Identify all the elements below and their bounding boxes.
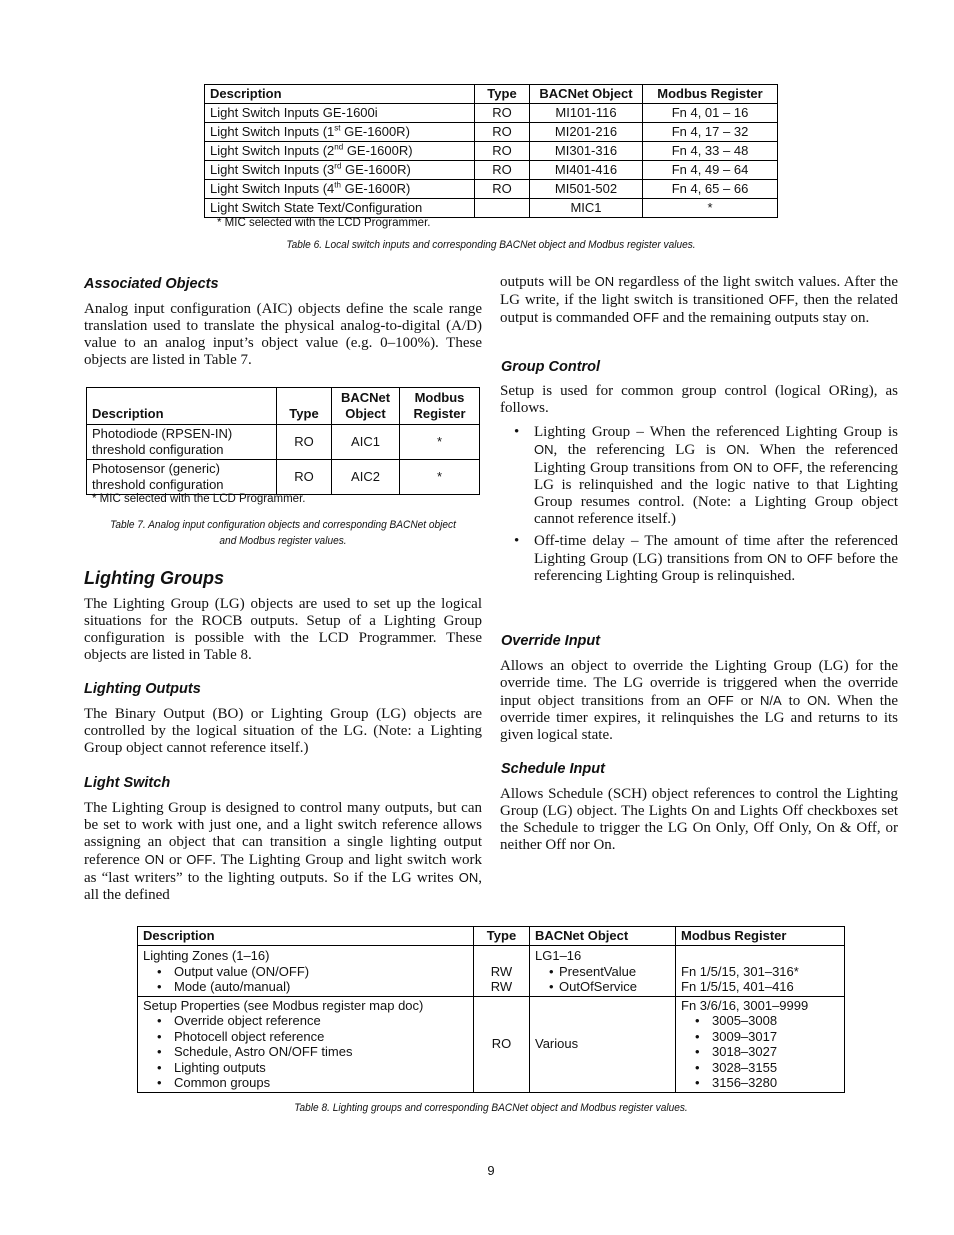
cell-modbus-register — [676, 996, 845, 1092]
cell-description: Light Switch Inputs GE-1600i — [205, 104, 475, 123]
type-value: RW — [490, 979, 513, 994]
schedule-input-paragraph: Allows Schedule (SCH) object references to control the Lighting Group (LG) object. The Lights On and Lights Off checkboxes set the Schedule to trigger the LG On Only, Off Only, On & Off, or neither Off nor On. — [500, 786, 898, 853]
list-item: • PresentValue — [535, 964, 670, 980]
col-header-description: Description — [205, 85, 475, 104]
table-row — [205, 123, 778, 142]
cell-type: RO — [474, 996, 530, 1092]
ordinal-suffix: rd — [334, 161, 342, 171]
list-item: • Schedule, Astro ON/OFF times — [143, 1044, 468, 1060]
cell-description — [205, 142, 475, 161]
list-item: • 3156–3280 — [681, 1075, 839, 1091]
list-item: • 3009–3017 — [681, 1029, 839, 1045]
col-header-bacnet-object: BACNet Object — [530, 927, 676, 946]
table-6 — [204, 84, 778, 218]
desc-text: GE-1600R) — [340, 124, 410, 139]
col-header-modbus-register: Modbus Register — [643, 85, 778, 104]
body-text: regardless of the light switch values. After the LG write, if the light switch is transitioned — [500, 274, 899, 308]
keyword-off: OFF — [772, 460, 799, 475]
body-text: to — [788, 693, 801, 709]
desc-text: Light Switch Inputs (3 — [210, 162, 335, 177]
table-header-row — [205, 85, 778, 104]
list-item: • OutOfService — [535, 979, 670, 995]
body-text: . When the referenced Lighting Group transitions from — [534, 442, 898, 476]
cell-description — [138, 946, 474, 997]
lighting-groups-paragraph: The Lighting Group (LG) objects are used to set up the logical situations for the ROCB outputs. Setup of a Lighting Group configuration is possible with the LCD Programmer. These objects are listed in Table 8. — [84, 596, 482, 663]
keyword-on: ON — [733, 460, 753, 475]
light-switch-heading: Light Switch — [84, 775, 171, 791]
cell-type — [475, 199, 530, 218]
list-item — [500, 533, 898, 585]
table-8-caption: Table 8. Lighting groups and corresponding BACNet object and Modbus register values. — [294, 1102, 688, 1114]
keyword-on: ON — [458, 870, 479, 885]
keyword-on: ON — [534, 442, 554, 457]
cell-bacnet-object: MI401-416 — [530, 161, 643, 180]
table-row — [87, 460, 480, 495]
cell-bacnet-object: MI201-216 — [530, 123, 643, 142]
body-text: Allows an object to override the Lighting Group (LG) for the override time. The LG override is triggered when the override input object transitions from an — [500, 658, 898, 709]
body-text: . The Lighting Group and light switch work as “last writers” to the lighting outputs. So if the LG writes — [84, 852, 482, 886]
col-header-bacnet-object: BACNet Object — [332, 388, 400, 425]
cell-bacnet-object: MI301-316 — [530, 142, 643, 161]
table-7 — [86, 387, 480, 495]
lighting-groups-heading: Lighting Groups — [84, 568, 224, 588]
body-text: , the referencing LG is — [553, 442, 716, 458]
ordinal-suffix: st — [334, 123, 341, 133]
body-text: , all the defined — [84, 870, 482, 903]
register-title: Fn 3/6/16, 3001–9999 — [681, 997, 809, 1013]
cell-description: Photodiode (RPSEN-IN) threshold configuration — [87, 425, 277, 460]
col-header-type: Type — [474, 927, 530, 946]
cell-description: Photosensor (generic) threshold configuration — [87, 460, 277, 495]
keyword-off: OFF — [707, 693, 734, 708]
list-item: • Lighting outputs — [143, 1060, 468, 1076]
table-7-caption: Table 7. Analog input configuration objects and corresponding BACNet object and Modbus register values. — [110, 519, 456, 547]
table-row — [87, 425, 480, 460]
sub-list — [681, 1013, 839, 1091]
cell-modbus-register: Fn 4, 17 – 32 — [643, 123, 778, 142]
lighting-outputs-heading: Lighting Outputs — [84, 681, 201, 697]
cell-modbus-register: Fn 4, 49 – 64 — [643, 161, 778, 180]
body-text: , then the related output is commanded — [500, 292, 898, 326]
group-control-paragraph: Setup is used for common group control (logical ORing), as follows. — [500, 383, 898, 416]
lighting-outputs-paragraph: The Binary Output (BO) or Lighting Group (LG) objects are controlled by the logical situation of the LG. (Note: a Lighting Group object cannot reference itself.) — [84, 706, 482, 756]
table-header-row — [138, 927, 845, 946]
list-item: • Common groups — [143, 1075, 468, 1091]
keyword-off: OFF — [186, 852, 213, 867]
cell-bacnet-object: Various — [530, 996, 676, 1092]
type-value: RW — [490, 963, 513, 979]
keyword-off: OFF — [768, 292, 795, 307]
override-input-paragraph — [500, 658, 898, 744]
body-text: to — [756, 460, 769, 476]
table-row — [205, 142, 778, 161]
keyword-on: ON — [726, 442, 746, 457]
table-row — [205, 199, 778, 218]
row-title: Setup Properties (see Modbus register map doc) — [143, 997, 424, 1013]
cell-type — [474, 946, 530, 997]
body-text: or — [168, 852, 182, 868]
cell-modbus-register: * — [400, 425, 480, 460]
desc-text: GE-1600R) — [340, 181, 411, 196]
col-header-bacnet-object: BACNet Object — [530, 85, 643, 104]
cell-bacnet-object: AIC2 — [332, 460, 400, 495]
override-input-heading: Override Input — [501, 633, 601, 649]
list-item: • 3028–3155 — [681, 1060, 839, 1076]
list-item: • 3018–3027 — [681, 1044, 839, 1060]
desc-text: Light Switch Inputs (2 — [210, 143, 335, 158]
row-title: Lighting Zones (1–16) — [143, 948, 270, 963]
table-row — [205, 180, 778, 199]
schedule-input-heading: Schedule Input — [501, 761, 605, 777]
table-row — [205, 161, 778, 180]
desc-text: GE-1600R) — [341, 162, 411, 177]
desc-text: Light Switch Inputs (1 — [210, 124, 335, 139]
table-row — [138, 946, 845, 997]
keyword-off: OFF — [806, 551, 833, 566]
keyword-on: ON — [807, 693, 827, 708]
cell-bacnet-object: MI501-502 — [530, 180, 643, 199]
cell-bacnet-object: AIC1 — [332, 425, 400, 460]
cell-modbus-register: * — [643, 199, 778, 218]
cell-modbus-register: Fn 4, 01 – 16 — [643, 104, 778, 123]
col-header-description: Description — [87, 388, 277, 425]
light-switch-paragraph — [84, 800, 482, 904]
list-item: • Output value (ON/OFF) — [143, 964, 468, 980]
group-control-list — [500, 424, 898, 585]
ordinal-suffix: th — [334, 180, 341, 190]
cell-description — [205, 180, 475, 199]
body-text: before the referencing Lighting Group is relinquished. — [534, 551, 899, 584]
list-item: • Override object reference — [143, 1013, 468, 1029]
body-text: The Lighting Group is designed to control many outputs, but can be set to work with just one, and a light switch reference allows assigning an object that can transition a single lighting output reference — [84, 800, 482, 868]
sub-list — [143, 1013, 468, 1091]
register-value: Fn 1/5/15, 401–416 — [681, 979, 794, 994]
desc-text: Light Switch Inputs (4 — [210, 181, 335, 196]
cell-bacnet-object: MI101-116 — [530, 104, 643, 123]
col-header-type: Type — [277, 388, 332, 425]
ordinal-suffix: nd — [334, 142, 344, 152]
keyword-on: ON — [594, 274, 615, 289]
body-text: Lighting Group – When the referenced Lighting Group is — [534, 424, 898, 440]
body-text: Off-time delay – The amount of time after the referenced Lighting Group (LG) transitions from — [534, 533, 898, 567]
cell-bacnet-object — [530, 946, 676, 997]
col-header-type: Type — [475, 85, 530, 104]
desc-text: GE-1600R) — [343, 143, 413, 158]
cell-description — [205, 161, 475, 180]
associated-objects-paragraph: Analog input configuration (AIC) objects define the scale range translation used to translate the physical analog-to-digital (A/D) value to an analog input’s object value (e.g. 0–100%). These objects are listed in Table 7. — [84, 301, 482, 368]
list-item — [500, 424, 898, 528]
cell-modbus-register: Fn 4, 33 – 48 — [643, 142, 778, 161]
table-8 — [137, 926, 845, 1093]
col-header-description: Description — [138, 927, 474, 946]
body-text: and the remaining outputs stay on. — [662, 310, 870, 326]
table-6-note: * MIC selected with the LCD Programmer. — [217, 217, 431, 229]
col-header-modbus-register: Modbus Register — [676, 927, 845, 946]
cell-type: RO — [277, 425, 332, 460]
body-text: to — [790, 551, 803, 567]
cell-description — [205, 123, 475, 142]
sub-list — [143, 964, 468, 995]
keyword-on: ON — [144, 852, 165, 867]
cell-type: RO — [475, 161, 530, 180]
register-value: Fn 1/5/15, 301–316* — [681, 963, 799, 979]
page-number: 9 — [487, 1163, 495, 1178]
cell-type: RO — [475, 104, 530, 123]
table-row — [205, 104, 778, 123]
keyword-na: N/A — [760, 693, 782, 708]
body-text: or — [740, 693, 754, 709]
cell-type: RO — [475, 142, 530, 161]
light-switch-paragraph-continued — [500, 273, 898, 327]
sub-list — [535, 964, 670, 995]
body-text: , the referencing LG is relinquished and the logic native to that Lighting Group resumes control. (Note: a Lighting Group object cannot reference itself.) — [534, 460, 899, 527]
list-item: • Photocell object reference — [143, 1029, 468, 1045]
keyword-off: OFF — [632, 310, 659, 325]
cell-bacnet-object: MIC1 — [530, 199, 643, 218]
table-row — [138, 996, 845, 1092]
associated-objects-heading: Associated Objects — [84, 276, 219, 292]
col-header-modbus-register: Modbus Register — [400, 388, 480, 425]
table-7-note: * MIC selected with the LCD Programmer. — [92, 493, 306, 505]
keyword-on: ON — [767, 551, 787, 566]
cell-description — [138, 996, 474, 1092]
table-6-caption: Table 6. Local switch inputs and corresponding BACNet object and Modbus register values. — [286, 239, 696, 251]
cell-type: RO — [277, 460, 332, 495]
table-header-row — [87, 388, 480, 425]
cell-type: RO — [475, 123, 530, 142]
group-control-heading: Group Control — [501, 359, 601, 375]
body-text: . When the override timer expires, it relinquishes the LG and returns to its given logical state. — [500, 693, 899, 743]
cell-modbus-register — [676, 946, 845, 997]
body-text: outputs will be — [500, 274, 591, 290]
cell-modbus-register: Fn 4, 65 – 66 — [643, 180, 778, 199]
object-title: LG1–16 — [535, 948, 582, 963]
cell-type: RO — [475, 180, 530, 199]
cell-description: Light Switch State Text/Configuration — [205, 199, 475, 218]
cell-modbus-register: * — [400, 460, 480, 495]
list-item: • 3005–3008 — [681, 1013, 839, 1029]
list-item: • Mode (auto/manual) — [143, 979, 468, 995]
